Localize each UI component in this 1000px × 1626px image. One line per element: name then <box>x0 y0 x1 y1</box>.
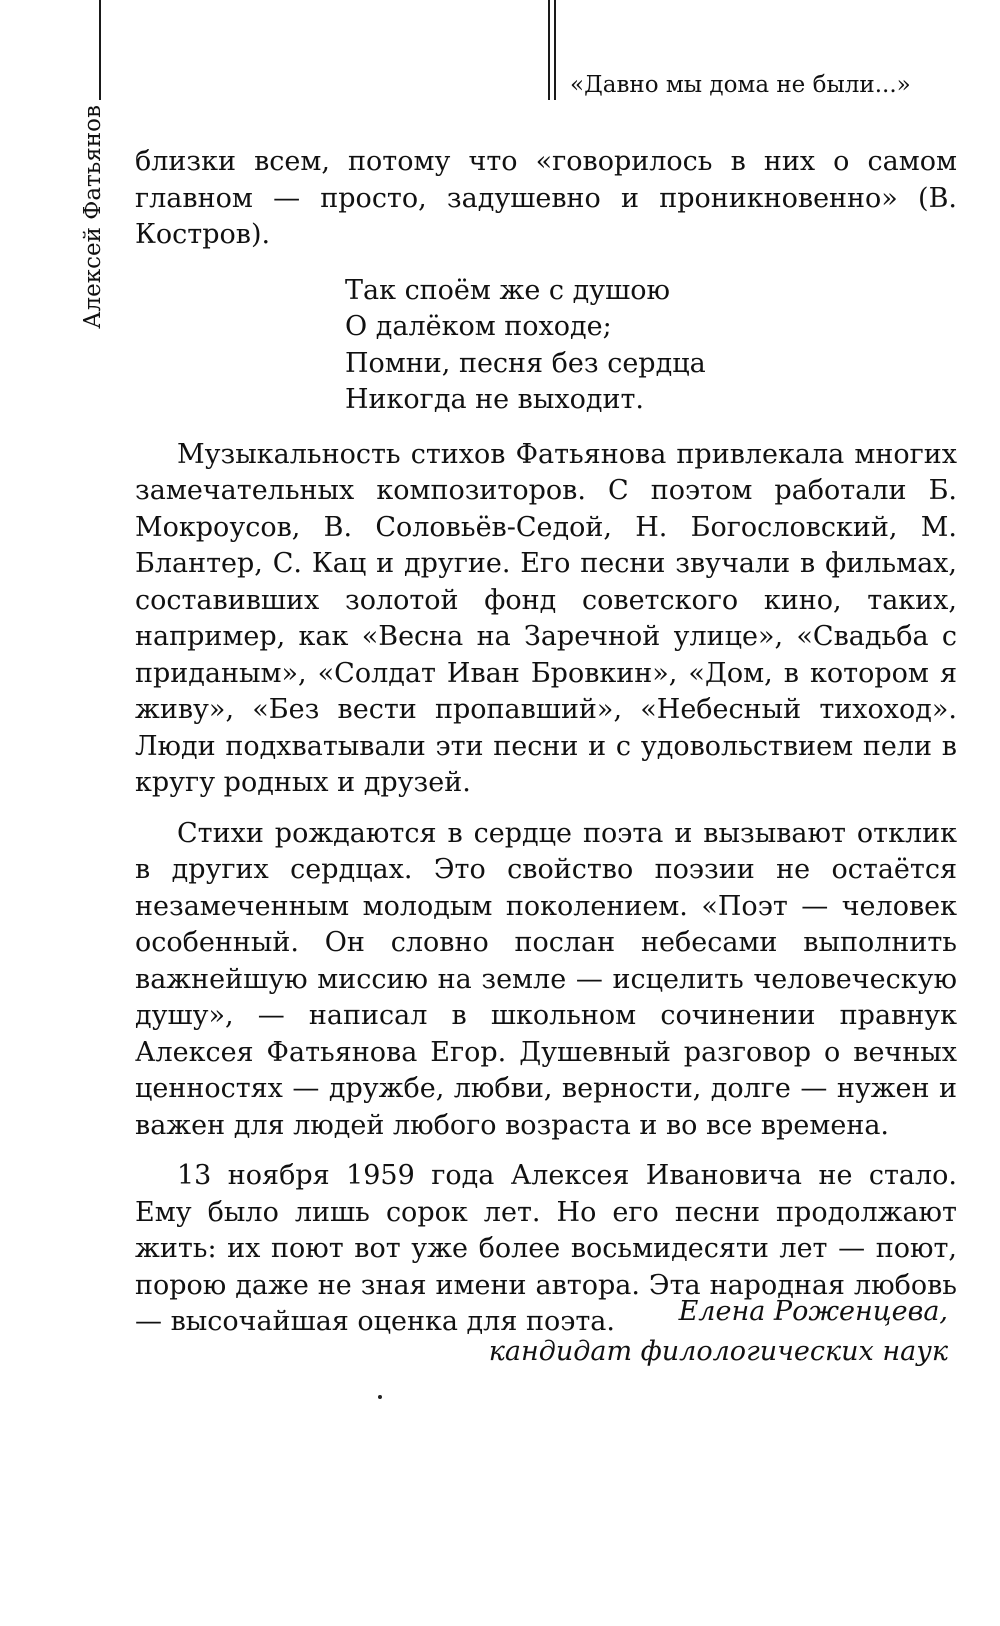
verse-line-2: О далёком походе; <box>345 311 612 342</box>
signature-title: кандидат филологических наук <box>488 1336 948 1367</box>
verse-line-4: Никогда не выходит. <box>345 384 644 415</box>
stray-dot <box>378 1395 382 1399</box>
paragraph-4: 13 ноября 1959 года Алексея Ивановича не стало. Ему было лишь сорок лет. Но его песни продолжают жить: их поют вот уже более восьмидесяти лет — поют, порою даже не зная имени автора. Эта народная любовь — высочайшая оценка для поэта. <box>135 1160 957 1337</box>
verse-block <box>345 273 957 419</box>
header-rule-2 <box>554 0 556 100</box>
article-body <box>135 144 957 1341</box>
paragraph-2: Музыкальность стихов Фатьянова привлекала многих замечательных композиторов. С поэтом работали Б. Мокроусов, В. Соловьёв-Седой, Н. Богословский, М. Блантер, С. Кац и другие. Его песни звучали в фильмах, составивших золотой фонд советского кино, таких, например, как «Весна на Заречной улице», «Свадьба с приданым», «Солдат Иван Бровкин», «Дом, в котором я живу», «Без вести пропавший», «Небесный тихоход». Люди подхватывали эти песни и с удовольствием пели в кругу родных и друзей. <box>135 438 957 798</box>
paragraph-1: близки всем, потому что «говорилось в них о самом главном — просто, задушевно и проникновенно» (В. Костров). <box>135 146 957 250</box>
side-author-name: Алексей Фатьянов <box>80 105 106 329</box>
signature-block <box>348 1292 948 1372</box>
signature-name: Елена Роженцева, <box>678 1296 948 1327</box>
header-rule-1 <box>548 0 550 100</box>
margin-rule-left <box>99 0 101 100</box>
paragraph-3: Стихи рождаются в сердце поэта и вызывают отклик в других сердцах. Это свойство поэзии не остаётся незамеченным молодым поколением. «Поэт — человек особенный. Он словно послан небесами выполнить важнейшую миссию на земле — исцелить человеческую душу», — написал в школьном сочинении правнук Алексея Фатьянова Егор. Душевный разговор о вечных ценностях — дружбе, любви, верности, долге — нужен и важен для людей любого возраста и во все времена. <box>135 817 957 1141</box>
running-title: «Давно мы дома не были...» <box>570 72 911 98</box>
verse-line-1: Так споём же с душою <box>345 274 670 306</box>
verse-line-3: Помни, песня без сердца <box>345 347 706 379</box>
